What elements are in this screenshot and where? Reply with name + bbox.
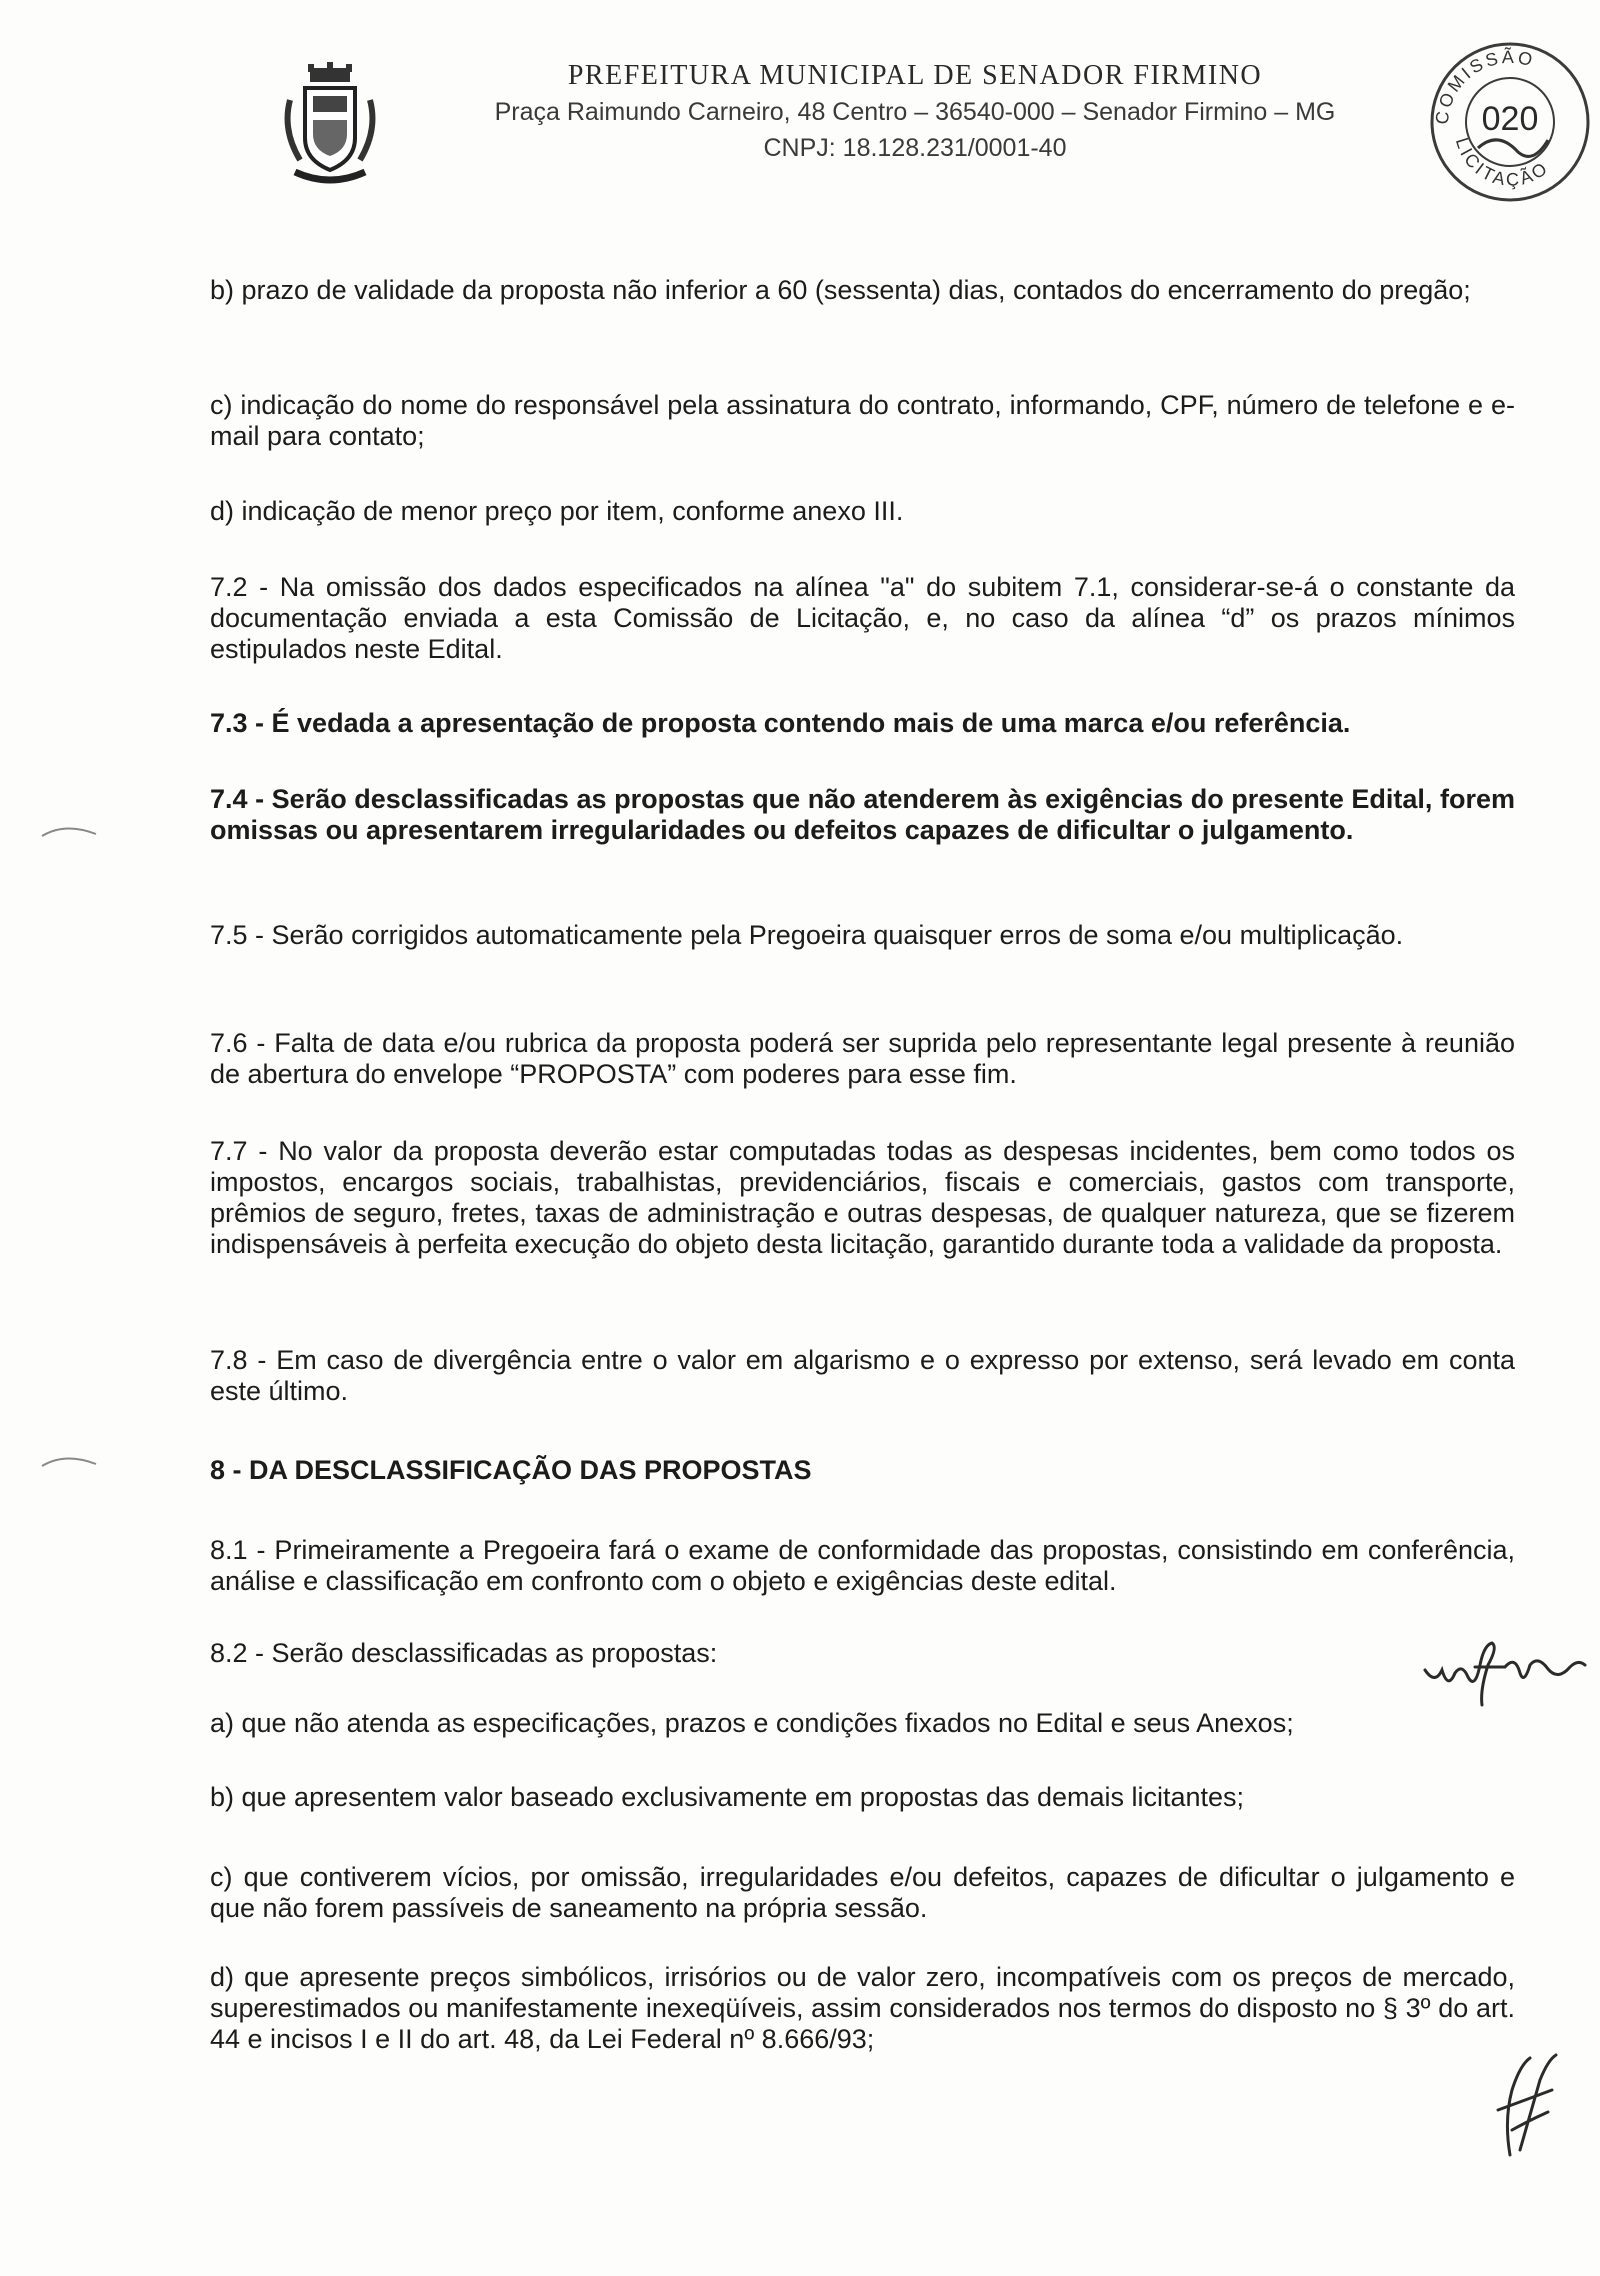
item-b: b) prazo de validade da proposta não inferior a 60 (sessenta) dias, contados do encerramento do pregão; [210,275,1471,305]
handwritten-signature [1420,1635,1595,1715]
letterhead-title: PREFEITURA MUNICIPAL DE SENADOR FIRMINO [567,60,1263,91]
letterhead [400,58,1430,166]
paragraph-8-2: 8.2 - Serão desclassificadas as propostas: [210,1638,718,1668]
stamp-number: 020 [1481,100,1539,138]
letterhead-address: Praça Raimundo Carneiro, 48 Centro – 36540-000 – Senador Firmino – MG [494,98,1336,126]
paragraph-7-3: 7.3 - É vedada a apresentação de proposta contendo mais de uma marca e/ou referência. [210,708,1351,738]
svg-text:LICITAÇÃO [1452,135,1553,190]
margin-mark [40,820,100,840]
paragraph-7-6: 7.6 - Falta de data e/ou rubrica da proposta poderá ser suprida pelo representante legal presente à reunião de abertura do envelope “PROPOSTA” com poderes para esse fim. [210,1028,1515,1089]
rubric-initials [1490,2050,1560,2160]
paragraph-7-8: 7.8 - Em caso de divergência entre o valor em algarismo e o expresso por extenso, será levado em conta este último. [210,1345,1515,1406]
paragraph-7-7: 7.7 - No valor da proposta deverão estar computadas todas as despesas incidentes, bem como todos os impostos, encargos sociais, trabalhistas, previdenciários, fiscais e comerciais, gastos com transporte, prêmios de seguro, fretes, taxas de administração e outras despesas, de qualquer natureza, que se fizerem indispensáveis à perfeita execução do objeto desta licitação, garantido durante toda a validade da proposta. [210,1136,1515,1259]
item-c: c) indicação do nome do responsável pela assinatura do contrato, informando, CPF, número de telefone e e-mail para contato; [210,390,1515,451]
item-d: d) indicação de menor preço por item, conforme anexo III. [210,496,904,526]
item-8-2-b: b) que apresentem valor baseado exclusivamente em propostas das demais licitantes; [210,1782,1245,1812]
section-8-heading: 8 - DA DESCLASSIFICAÇÃO DAS PROPOSTAS [210,1455,812,1485]
item-8-2-a: a) que não atenda as especificações, prazos e condições fixados no Edital e seus Anexos; [210,1708,1294,1738]
stamp-ring-bottom: LICITAÇÃO [1451,135,1554,190]
item-8-2-c: c) que contiverem vícios, por omissão, irregularidades e/ou defeitos, capazes de dificultar o julgamento e que não forem passíveis de saneamento na própria sessão. [210,1862,1515,1923]
paragraph-7-5: 7.5 - Serão corrigidos automaticamente pela Pregoeira quaisquer erros de soma e/ou multiplicação. [210,920,1404,950]
stamp-ring-top: COMISSÃO [1431,46,1538,126]
letterhead-cnpj: CNPJ: 18.128.231/0001-40 [763,134,1067,162]
municipal-crest-icon [280,60,380,190]
paragraph-7-4: 7.4 - Serão desclassificadas as propostas que não atenderem às exigências do presente Edital, forem omissas ou apresentarem irregularidades ou defeitos capazes de dificultar o julgamento. [210,784,1515,845]
commission-stamp [1418,30,1600,210]
paragraph-7-2: 7.2 - Na omissão dos dados especificados na alínea "a" do subitem 7.1, considerar-se-á o constante da documentação enviada a esta Comissão de Licitação, e, no caso da alínea “d” os prazos mínimos estipulados neste Edital. [210,572,1515,664]
item-8-2-d: d) que apresente preços simbólicos, irrisórios ou de valor zero, incompatíveis com os preços de mercado, superestimados ou manifestamente inexeqüíveis, assim considerados nos termos do disposto no § 3º do art. 44 e incisos I e II do art. 48, da Lei Federal nº 8.666/93; [210,1962,1515,2054]
margin-mark [40,1450,100,1470]
paragraph-8-1: 8.1 - Primeiramente a Pregoeira fará o exame de conformidade das propostas, consistindo em conferência, análise e classificação em confronto com o objeto e exigências deste edital. [210,1535,1515,1596]
